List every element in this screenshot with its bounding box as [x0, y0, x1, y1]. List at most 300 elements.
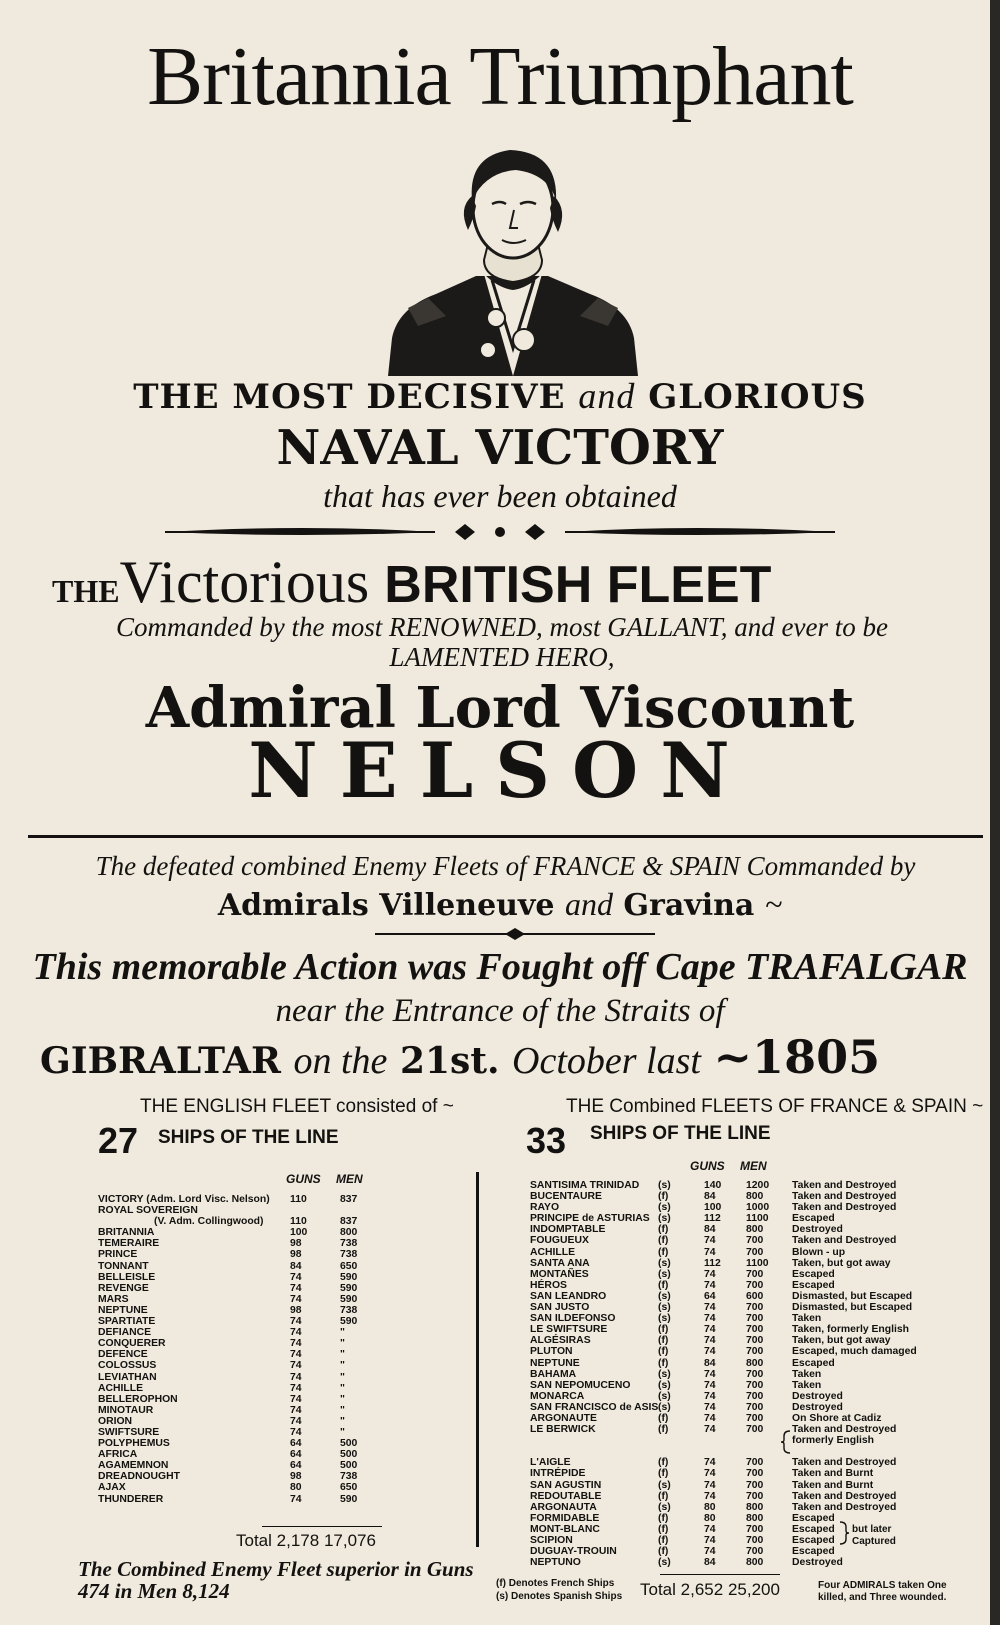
- ship-men: 700: [746, 1235, 764, 1247]
- headline-year: ~1805: [713, 1030, 881, 1084]
- ship-guns: 100: [704, 1202, 722, 1214]
- ship-flag: (f): [658, 1546, 669, 1558]
- ship-guns: 80: [704, 1501, 716, 1513]
- ship-name: NEPTUNE: [98, 1304, 148, 1316]
- ship-name: AJAX: [98, 1482, 126, 1494]
- table-row: [530, 1391, 945, 1402]
- ship-men: 700: [746, 1468, 764, 1480]
- ship-fate: Taken, but got away: [792, 1335, 891, 1347]
- ship-flag: (s): [658, 1202, 671, 1214]
- ornamental-rule: [165, 520, 835, 544]
- headline-decisive: [0, 375, 1000, 417]
- ship-guns: 74: [704, 1468, 716, 1480]
- ship-men: ": [340, 1415, 345, 1427]
- ship-name: SAN JUSTO: [530, 1302, 590, 1314]
- table-row: [530, 1446, 945, 1457]
- ship-flag: (f): [658, 1468, 669, 1480]
- ship-fate: Taken and Destroyed: [792, 1235, 897, 1247]
- ship-guns: 74: [290, 1327, 302, 1339]
- ship-flag: (s): [658, 1479, 671, 1491]
- ship-name: MINOTAUR: [98, 1404, 154, 1416]
- ship-men: 800: [746, 1357, 764, 1369]
- ship-guns: 80: [704, 1512, 716, 1524]
- ship-fate: Taken and Destroyed: [792, 1202, 897, 1214]
- table-row: [98, 1427, 378, 1438]
- ship-flag: (f): [658, 1324, 669, 1336]
- enemy-superior-note: The Combined Enemy Fleet superior in Guns 474 in Men 8,124: [78, 1557, 474, 1603]
- combined-total: [640, 1580, 780, 1600]
- table-row: [98, 1194, 378, 1205]
- ship-name: PRINCE: [98, 1249, 138, 1261]
- table-row: [530, 1213, 945, 1224]
- ship-name: ORION: [98, 1415, 133, 1427]
- ship-fate: Escaped: [792, 1512, 835, 1524]
- ship-guns: 110: [290, 1216, 307, 1228]
- table-row: [530, 1313, 945, 1324]
- ship-fate: Taken, formerly English: [792, 1324, 910, 1336]
- ship-flag: (f): [658, 1457, 669, 1469]
- ship-fate: Blown - up: [792, 1246, 846, 1258]
- ship-name: ROYAL SOVEREIGN: [98, 1205, 198, 1217]
- ship-name: MONTAÑES: [530, 1268, 589, 1280]
- ship-flag: (f): [658, 1246, 669, 1258]
- ship-guns: 140: [704, 1180, 722, 1191]
- ship-guns: 112: [704, 1257, 721, 1269]
- ship-flag: (f): [658, 1346, 669, 1358]
- ship-guns: 80: [290, 1482, 302, 1494]
- ship-name: CONQUERER: [98, 1338, 166, 1350]
- table-row: [98, 1205, 378, 1216]
- ship-name: SANTA ANA: [530, 1257, 590, 1269]
- headline-decisive-b: GLORIOUS: [648, 377, 867, 417]
- ship-fate: Taken: [792, 1379, 822, 1391]
- ship-men: 700: [746, 1535, 764, 1546]
- ship-men: 590: [340, 1493, 358, 1505]
- table-row: [530, 1280, 945, 1291]
- ship-name: (V. Adm. Collingwood): [154, 1216, 264, 1228]
- table-row: [98, 1261, 378, 1272]
- headline-month: October last: [512, 1040, 701, 1082]
- ship-guns: 74: [290, 1493, 302, 1505]
- ship-flag: (f): [658, 1512, 669, 1524]
- table-row: [98, 1438, 378, 1449]
- headline-commanded-by: Commanded by the most RENOWNED, most GALLANT, and ever to be LAMENTED HERO,: [116, 612, 888, 672]
- ship-guns: 74: [704, 1368, 716, 1380]
- headline-gibraltar-date: [40, 1030, 990, 1084]
- ship-name: BUCENTAURE: [530, 1191, 602, 1203]
- column-divider: [476, 1172, 479, 1547]
- table-row: [98, 1283, 378, 1294]
- ship-flag: (s): [658, 1368, 671, 1380]
- ship-men: 1200: [746, 1180, 770, 1191]
- table-row: [530, 1224, 945, 1235]
- ship-flag: (f): [658, 1424, 669, 1436]
- table-row: [98, 1482, 378, 1493]
- ship-name: SAN NEPOMUCENO: [530, 1379, 631, 1391]
- table-row: [530, 1302, 945, 1313]
- ship-men: 1000: [746, 1202, 770, 1214]
- ship-men: 700: [746, 1412, 764, 1424]
- ship-men: ": [340, 1338, 345, 1350]
- ship-guns: 74: [704, 1401, 716, 1413]
- ship-guns: 74: [704, 1268, 716, 1280]
- table-row: [98, 1238, 378, 1249]
- table-row: [530, 1480, 945, 1491]
- ship-fate: Escaped: [792, 1535, 835, 1546]
- english-total-guns: 2,178: [276, 1531, 320, 1550]
- ship-name: POLYPHEMUS: [98, 1438, 170, 1450]
- ship-men: 700: [746, 1313, 764, 1325]
- ship-men: 590: [340, 1293, 358, 1305]
- ship-fate: On Shore at Cadiz: [792, 1412, 882, 1424]
- ship-men: 700: [746, 1379, 764, 1391]
- ship-men: ": [340, 1371, 345, 1383]
- ship-name: SAN LEANDRO: [530, 1290, 607, 1302]
- ship-guns: 74: [290, 1282, 302, 1294]
- headline-admirals-tilde: ~: [764, 886, 783, 922]
- ship-guns: 98: [290, 1249, 302, 1261]
- combined-ship-count: 33: [526, 1120, 567, 1161]
- ship-guns: 74: [704, 1390, 716, 1402]
- table-row: [530, 1346, 945, 1357]
- ship-fate: Dismasted, but Escaped: [792, 1302, 913, 1314]
- ship-fate: Taken and Destroyed: [792, 1501, 897, 1513]
- ship-flag: (s): [658, 1501, 671, 1513]
- ship-guns: 74: [704, 1479, 716, 1491]
- english-ship-count: 27: [98, 1120, 139, 1161]
- ship-men: ": [340, 1426, 345, 1438]
- ship-men: 700: [746, 1424, 764, 1436]
- horizontal-rule: [28, 835, 983, 838]
- ship-fate: Escaped: [792, 1523, 835, 1535]
- table-row: [530, 1402, 945, 1413]
- table-row: [98, 1471, 378, 1482]
- combined-total-rule: [660, 1574, 780, 1575]
- ship-guns: 74: [290, 1271, 302, 1283]
- ship-name: LEVIATHAN: [98, 1371, 157, 1383]
- ship-fate: Taken: [792, 1313, 822, 1325]
- ship-flag: (f): [658, 1490, 669, 1502]
- ship-fate: Taken and Destroyed: [792, 1180, 897, 1191]
- ship-men: ": [340, 1349, 345, 1361]
- ship-name: REDOUTABLE: [530, 1490, 602, 1502]
- headline-gibraltar: GIBRALTAR: [40, 1040, 281, 1082]
- table-row: [530, 1502, 945, 1513]
- ship-name: DEFENCE: [98, 1349, 148, 1361]
- ship-guns: 74: [290, 1371, 302, 1383]
- ship-guns: 74: [704, 1279, 716, 1291]
- ship-name: SPARTIATE: [98, 1316, 156, 1328]
- english-col-men: MEN: [336, 1172, 363, 1186]
- ship-guns: 74: [704, 1302, 716, 1314]
- poster-title: Britannia Triumphant: [147, 30, 853, 123]
- bracket-note-later: but later: [852, 1524, 892, 1535]
- ship-name: RAYO: [530, 1202, 560, 1214]
- ship-fate: Taken and Burnt: [792, 1468, 874, 1480]
- ship-name: LE SWIFTSURE: [530, 1324, 608, 1336]
- ship-flag: (s): [658, 1257, 671, 1269]
- combined-total-guns: 2,652: [680, 1580, 724, 1599]
- ship-guns: 74: [704, 1546, 716, 1558]
- ship-flag: (s): [658, 1268, 671, 1280]
- ship-men: 700: [746, 1479, 764, 1491]
- headline-admirals: [0, 886, 1000, 923]
- combined-total-men: 25,200: [727, 1580, 780, 1599]
- ship-men: 837: [340, 1194, 358, 1205]
- bracket-note-captured: Captured: [852, 1536, 896, 1547]
- table-row: [530, 1369, 945, 1380]
- headline-decisive-and: and: [578, 376, 636, 416]
- ship-guns: 74: [704, 1379, 716, 1391]
- table-row: [98, 1305, 378, 1316]
- ship-name: SCIPION: [530, 1535, 573, 1546]
- table-row: [98, 1394, 378, 1405]
- ship-fate: Escaped: [792, 1357, 835, 1369]
- ship-men: 1100: [746, 1213, 769, 1225]
- ship-guns: 100: [290, 1227, 308, 1239]
- headline-nelson: NELSON: [248, 726, 752, 815]
- ship-name: AGAMEMNON: [98, 1460, 169, 1472]
- ship-flag: (s): [658, 1180, 671, 1191]
- ship-guns: 74: [290, 1293, 302, 1305]
- ship-men: 590: [340, 1316, 358, 1328]
- ship-guns: 74: [290, 1349, 302, 1361]
- ship-flag: (f): [658, 1335, 669, 1347]
- ship-name: FORMIDABLE: [530, 1512, 600, 1524]
- ship-name: BELLEISLE: [98, 1271, 156, 1283]
- ship-flag: (f): [658, 1235, 669, 1247]
- ship-men: 650: [340, 1482, 358, 1494]
- ship-guns: 110: [290, 1194, 307, 1205]
- ship-men: 800: [746, 1557, 764, 1569]
- ship-men: 700: [746, 1268, 764, 1280]
- ship-guns: 74: [704, 1412, 716, 1424]
- ship-name: MONARCA: [530, 1390, 585, 1402]
- ship-men: ": [340, 1393, 345, 1405]
- table-row: [98, 1405, 378, 1416]
- ship-name: TEMERAIRE: [98, 1238, 160, 1250]
- ship-guns: 64: [704, 1290, 716, 1302]
- combined-col-men: MEN: [740, 1159, 767, 1173]
- ship-fate: Taken and Destroyed: [792, 1490, 897, 1502]
- english-total-label: Total: [236, 1531, 272, 1550]
- ship-name: PLUTON: [530, 1346, 573, 1358]
- ship-fate: Taken and Burnt: [792, 1479, 874, 1491]
- ship-name: SWIFTSURE: [98, 1426, 160, 1438]
- table-row: [530, 1180, 945, 1191]
- ship-guns: 74: [290, 1338, 302, 1350]
- ship-fate: Destroyed: [792, 1557, 843, 1569]
- key-french: (f) Denotes French Ships: [496, 1578, 615, 1589]
- table-row: [530, 1191, 945, 1202]
- ship-name: COLOSSUS: [98, 1360, 157, 1372]
- ship-men: ": [340, 1327, 345, 1339]
- english-total-rule: [262, 1526, 382, 1527]
- ship-guns: 74: [290, 1404, 302, 1416]
- ship-name: FOUGUEUX: [530, 1235, 589, 1247]
- ship-name: MARS: [98, 1293, 129, 1305]
- ship-flag: (f): [658, 1191, 669, 1203]
- ship-guns: 74: [704, 1457, 716, 1469]
- table-row: [530, 1258, 945, 1269]
- combined-col-guns: GUNS: [690, 1159, 725, 1173]
- ship-flag: (s): [658, 1302, 671, 1314]
- ship-flag: (f): [658, 1523, 669, 1535]
- english-ships-of-line: SHIPS OF THE LINE: [158, 1127, 339, 1148]
- ship-guns: 74: [290, 1316, 302, 1328]
- table-row: [98, 1449, 378, 1460]
- ship-fate: Taken and Destroyed: [792, 1457, 897, 1469]
- ship-men: 800: [746, 1501, 764, 1513]
- ship-fate: Destroyed: [792, 1224, 843, 1236]
- ship-guns: 74: [704, 1424, 716, 1436]
- ship-guns: 84: [704, 1557, 716, 1569]
- ship-guns: 74: [290, 1415, 302, 1427]
- ship-men: 590: [340, 1282, 358, 1294]
- ship-men: 800: [746, 1191, 764, 1203]
- ship-men: ": [340, 1404, 345, 1416]
- table-row: [530, 1413, 945, 1424]
- ship-name: INDOMPTABLE: [530, 1224, 606, 1236]
- headline-ever-obtained: that has ever been obtained: [323, 478, 677, 514]
- ship-fate: Taken and Destroyed: [792, 1191, 897, 1203]
- ship-flag: (f): [658, 1224, 669, 1236]
- ship-fate: Escaped: [792, 1546, 835, 1558]
- table-row: [530, 1424, 945, 1435]
- combined-ships-of-line: SHIPS OF THE LINE: [590, 1123, 771, 1144]
- table-row: [98, 1316, 378, 1327]
- table-row: [98, 1349, 378, 1360]
- table-row: [530, 1324, 945, 1335]
- table-row: [98, 1383, 378, 1394]
- ship-guns: 74: [290, 1382, 302, 1394]
- ship-name: ACHILLE: [98, 1382, 144, 1394]
- table-row: [530, 1358, 945, 1369]
- headline-victorious: Victorious: [119, 549, 370, 615]
- ship-fate: Taken: [792, 1368, 822, 1380]
- ship-men: 837: [340, 1216, 358, 1228]
- headline-admiral: Admiral Lord Viscount: [145, 675, 855, 741]
- ship-flag: (s): [658, 1313, 671, 1325]
- table-row: [530, 1235, 945, 1246]
- ship-men: 700: [746, 1401, 764, 1413]
- ship-name: TONNANT: [98, 1260, 149, 1272]
- ship-guns: 74: [704, 1346, 716, 1358]
- ship-men: 600: [746, 1290, 764, 1302]
- ship-men: ": [340, 1382, 345, 1394]
- table-row: [530, 1335, 945, 1346]
- table-row: [530, 1468, 945, 1479]
- table-row: [98, 1360, 378, 1371]
- ship-name: LE BERWICK: [530, 1424, 596, 1436]
- table-row: [530, 1557, 945, 1568]
- ship-name: SAN FRANCISCO de ASIS: [530, 1401, 659, 1413]
- ship-name: INTRÉPIDE: [530, 1468, 586, 1480]
- ship-guns: 112: [704, 1213, 721, 1225]
- ship-flag: (s): [658, 1213, 671, 1225]
- ship-name: MONT-BLANC: [530, 1523, 600, 1535]
- ship-name: ARGONAUTA: [530, 1501, 597, 1513]
- ship-guns: 74: [704, 1313, 716, 1325]
- ship-name: PRINCIPE de ASTURIAS: [530, 1213, 650, 1225]
- headline-admirals-b: Gravina: [623, 888, 755, 923]
- ship-name: SAN AGUSTIN: [530, 1479, 602, 1491]
- ship-fate: Destroyed: [792, 1390, 843, 1402]
- ship-fate: Escaped: [792, 1213, 835, 1225]
- ship-flag: (s): [658, 1390, 671, 1402]
- table-row: [98, 1338, 378, 1349]
- ship-name: AFRICA: [98, 1449, 138, 1461]
- table-row: [98, 1460, 378, 1471]
- ship-name: HÉROS: [530, 1279, 567, 1291]
- ship-flag: (s): [658, 1401, 671, 1413]
- ship-flag: (f): [658, 1412, 669, 1424]
- headline-memorable-action: This memorable Action was Fought off Cape TRAFALGAR: [32, 946, 968, 988]
- ship-men: 738: [340, 1304, 358, 1316]
- table-row: [98, 1227, 378, 1238]
- ship-flag: (s): [658, 1379, 671, 1391]
- ship-men: ": [340, 1360, 345, 1372]
- ship-men: 700: [746, 1279, 764, 1291]
- ship-men: 800: [340, 1227, 358, 1239]
- table-row: [530, 1202, 945, 1213]
- key-spanish: (s) Denotes Spanish Ships: [496, 1591, 623, 1602]
- ship-guns: 74: [290, 1426, 302, 1438]
- english-total-men: 17,076: [323, 1531, 376, 1550]
- english-fleet-heading: THE ENGLISH FLEET consisted of ~: [140, 1096, 454, 1117]
- table-row: [530, 1435, 945, 1446]
- nelson-portrait: [388, 148, 638, 376]
- ship-fate: Escaped: [792, 1268, 835, 1280]
- ship-flag: (s): [658, 1290, 671, 1302]
- ship-guns: 84: [704, 1224, 716, 1236]
- ship-name: NEPTUNE: [530, 1357, 580, 1369]
- ship-men: 1100: [746, 1257, 769, 1269]
- english-col-guns: GUNS: [286, 1172, 321, 1186]
- ship-name: DREADNOUGHT: [98, 1471, 180, 1483]
- ship-guns: 74: [704, 1235, 716, 1247]
- table-row: [98, 1272, 378, 1283]
- table-row: [530, 1247, 945, 1258]
- table-row: [98, 1216, 378, 1227]
- table-row: [530, 1457, 945, 1468]
- headline-the: THE: [52, 573, 120, 609]
- combined-fleet-heading: THE Combined FLEETS OF FRANCE & SPAIN ~: [566, 1096, 984, 1117]
- ship-name: DUGUAY-TROUIN: [530, 1546, 617, 1558]
- admirals-note: Four ADMIRALS taken One killed, and Three wounded.: [818, 1580, 947, 1603]
- ship-guns: 84: [290, 1260, 302, 1272]
- table-row: [98, 1327, 378, 1338]
- table-row: [98, 1416, 378, 1427]
- ship-men: 700: [746, 1346, 764, 1358]
- headline-naval-victory: NAVAL VICTORY: [276, 420, 724, 476]
- table-row: [530, 1513, 945, 1524]
- ship-guns: 74: [704, 1246, 716, 1258]
- headline-decisive-a: THE MOST DECISIVE: [133, 377, 566, 417]
- ship-men: 700: [746, 1335, 764, 1347]
- table-row: [530, 1291, 945, 1302]
- ship-men: 700: [746, 1390, 764, 1402]
- combined-ship-table: [530, 1180, 945, 1568]
- ship-flag: (f): [658, 1279, 669, 1291]
- ship-name: SAN ILDEFONSO: [530, 1313, 616, 1325]
- ship-guns: 64: [290, 1438, 302, 1450]
- ship-men: 500: [340, 1449, 358, 1461]
- ship-men: 700: [746, 1490, 764, 1502]
- ship-guns: 84: [704, 1357, 716, 1369]
- table-row: [98, 1294, 378, 1305]
- ship-men: 700: [746, 1368, 764, 1380]
